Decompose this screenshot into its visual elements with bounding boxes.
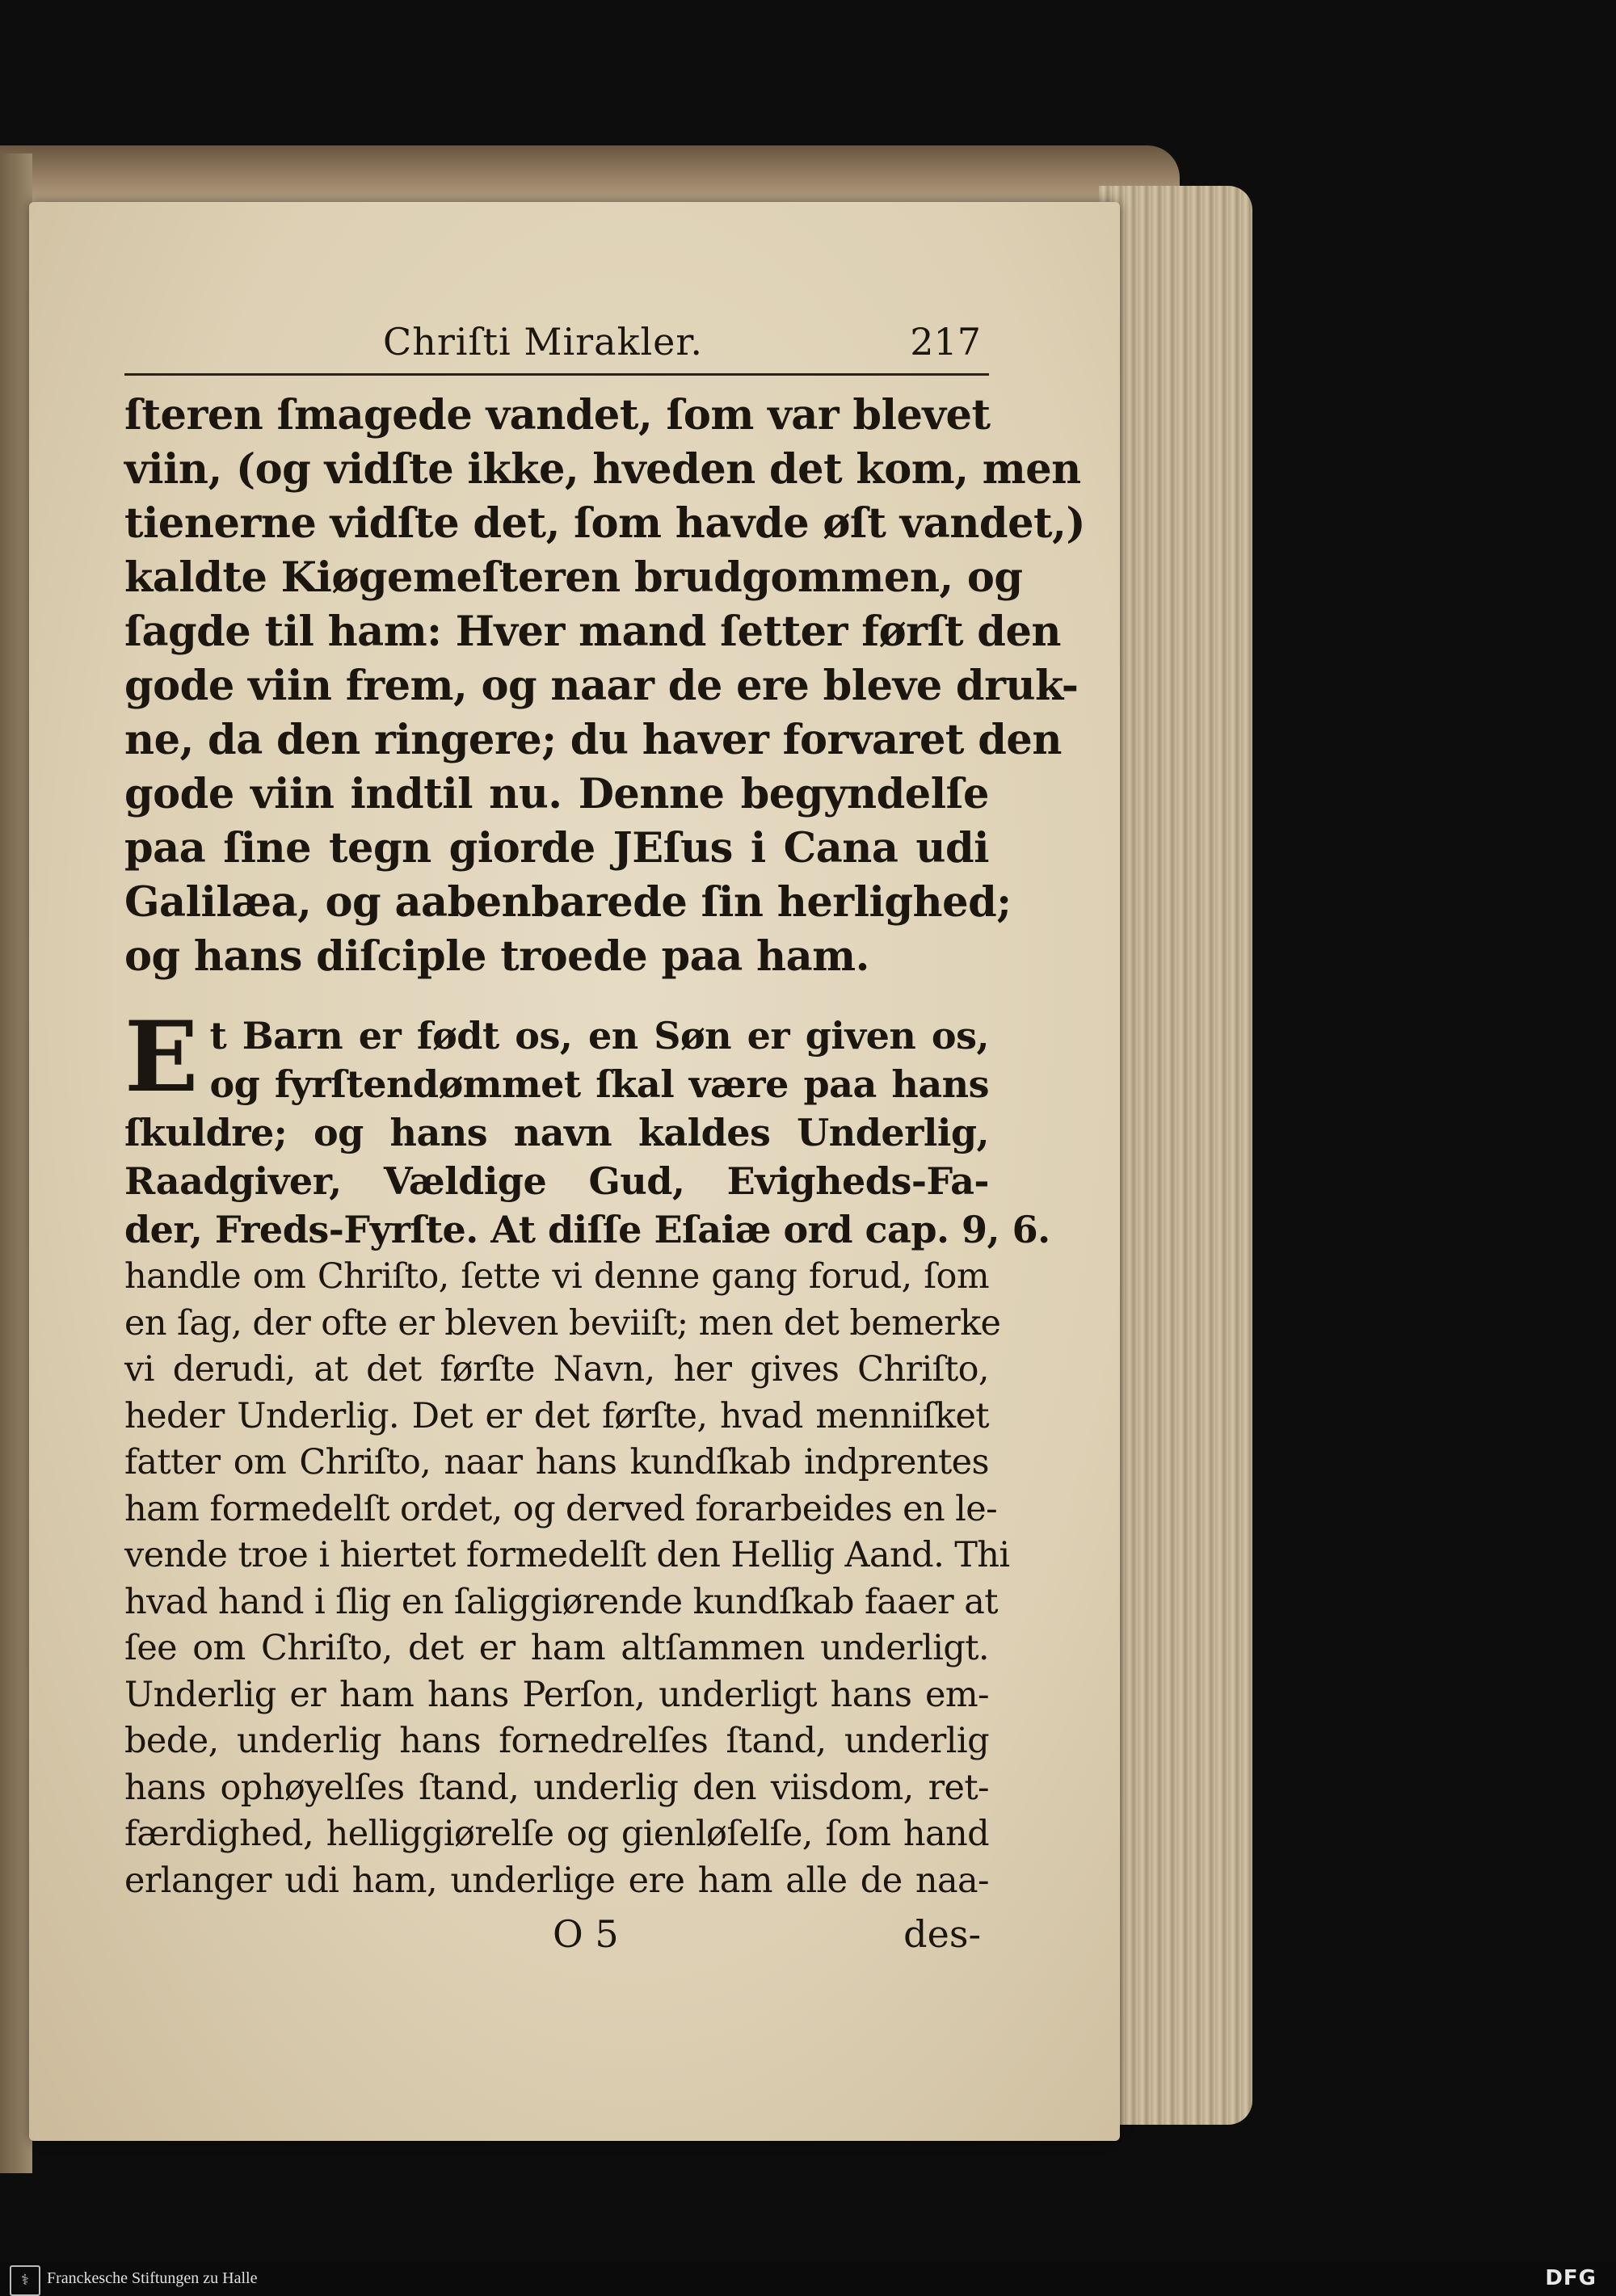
section-2-scripture-quote (124, 1000, 1050, 1254)
text-line: heder Underlig. Det er det førſte, hvad menniſket (124, 1395, 989, 1436)
book-page (29, 202, 1120, 2141)
dfg-logo: DFG (1545, 2266, 1597, 2290)
text-line: handle om Chriſto, ſette vi denne gang forud, ſom (124, 1256, 989, 1297)
institution-logo-icon: ⚕ (10, 2265, 40, 2296)
text-line: bede, underlig hans fornedrelſes ſtand, underlig (124, 1721, 989, 1761)
text-line: en ſag, der ofte er bleven beviiſt; men det bemerke (124, 1302, 1001, 1344)
text-line: kaldte Kiøgemeſteren brudgommen, og (124, 553, 1023, 602)
credit-bar (0, 2262, 1616, 2296)
page-number: 217 (910, 320, 981, 364)
running-title: Chriſti Mirakler. (383, 320, 703, 364)
text-line: hans ophøyelſes ſtand, underlig den viisdom, ret- (124, 1767, 989, 1808)
text-line: viin, (og vidſte ikke, hveden det kom, men (124, 445, 1081, 494)
text-line: fatter om Chriſto, naar hans kundſkab indprentes (124, 1442, 989, 1482)
text-line: ne, da den ringere; du haver forvaret den (124, 716, 1062, 764)
page-stack-edge (1099, 186, 1252, 2125)
drop-cap-initial: E (124, 1000, 199, 1114)
text-line: gode viin indtil nu. Denne begyndelſe (124, 770, 989, 818)
page-text-block (124, 317, 1085, 1962)
text-line: paa ſine tegn giorde JEſus i Cana udi (124, 824, 989, 873)
text-line: hvad hand i ſlig en ſaliggiørende kundſkab faaer at (124, 1581, 998, 1622)
text-line: ſee om Chriſto, det er ham altſammen underligt. (124, 1628, 989, 1668)
section-3-commentary (124, 1254, 1010, 1904)
text-line: Galilæa, og aabenbarede ſin herlighed; (124, 878, 1012, 927)
initial-row (124, 1000, 989, 1114)
text-line: og fyrſtendømmet ſkal være paa hans (209, 1062, 989, 1106)
text-line: gode viin frem, og naar de ere bleve druk- (124, 662, 1079, 710)
text-line: ſagde til ham: Hver mand ſetter førſt den (124, 608, 1061, 656)
institution-credit: Franckesche Stiftungen zu Halle (47, 2269, 258, 2287)
section-1-paragraph (124, 389, 1085, 984)
text-line: Raadgiver, Vældige Gud, Evigheds-Fa- (124, 1159, 989, 1203)
text-line: tienerne vidſte det, ſom havde øſt vandet,) (124, 499, 1085, 548)
text-line: vende troe i hiertet formedelſt den Hellig Aand. Thi (124, 1535, 1010, 1575)
text-line: færdighed, helliggiørelſe og gienløſelſe, ſom hand (124, 1814, 989, 1854)
text-line: der, Freds-Fyrſte. At diſſe Eſaiæ ord cap. 9, 6. (124, 1208, 1050, 1251)
running-header (124, 317, 989, 376)
text-line: t Barn er født os, en Søn er given os, (209, 1014, 989, 1058)
text-line: erlanger udi ham, underlige ere ham alle de naa- (124, 1860, 989, 1901)
text-line: og hans diſciple troede paa ham. (124, 932, 869, 981)
signature-mark: O 5 (553, 1912, 619, 1956)
text-line: vi derudi, at det førſte Navn, her gives Chriſto, (124, 1349, 989, 1390)
text-line: Underlig er ham hans Perſon, underligt hans em- (124, 1674, 989, 1715)
page-footer (124, 1909, 989, 1962)
catchword: des- (903, 1912, 981, 1956)
text-line: ſkuldre; og hans navn kaldes Underlig, (124, 1111, 989, 1154)
previous-page-edge (0, 153, 32, 2173)
text-line: ſteren ſmagede vandet, ſom var blevet (124, 391, 991, 439)
text-line: ham formedelſt ordet, og derved forarbeides en le- (124, 1488, 998, 1529)
